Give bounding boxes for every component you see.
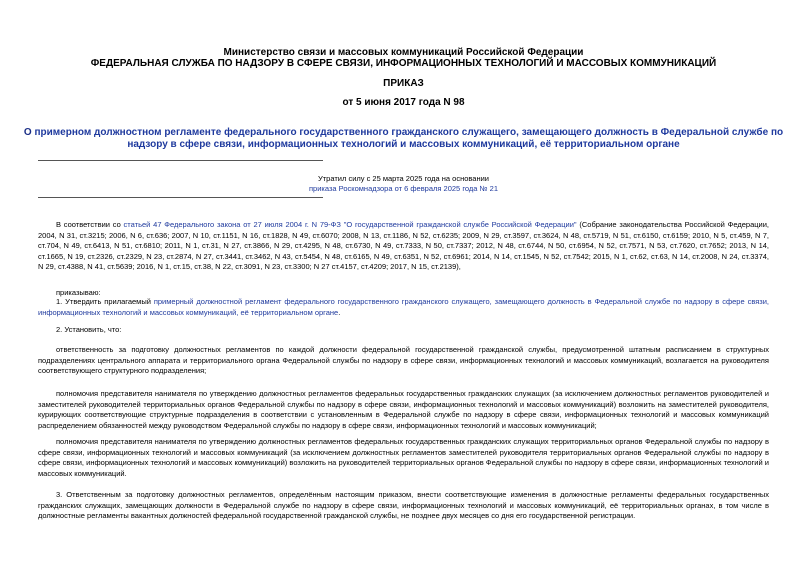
- divider-bottom: [38, 197, 323, 198]
- subject-link[interactable]: примерном должностном регламенте федерального государственного гражданского служащего, замещающего должность в Федеральной службе по надзору в сфере связи, информационных технологий и массовых коммуникаций, её территориальном органе: [34, 127, 784, 150]
- preamble-rest: (Собрание законодательства Российской Федерации, 2004, N 31, ст.3215; 2006, N 6, ст.636; 2007, N 10, ст.1151, N 16, ст.1828, N 49, ст.6070; 2008, N 13, ст.1186, N 52, ст.6235; 2009, N 29, ст.3597, ст.3624, N 48, ст.5719, N 51, ст.6150, ст.6159; 2010, N 5, ст.459, N 7, ст.704, N 49, ст.6413, N 51, ст.6810; 2011, N 1, ст.31, N 27, ст.3866, N 29, ст.4295, N 48, ст.6730, N 49, ст.7333, N 50, ст.7337; 2012, N 48, ст.6744, N 50, ст.6954, N 52, ст.7571, N 53, ст.7620, ст.7652; 2013, N 14, ст.1665, N 19, ст.2326, ст.2329, N 23, ст.2874, N 27, ст.3441, ст.3462, N 43, ст.5454, N 48, ст.6165, N 49, ст.6351, N 52, ст.6961; 2014, N 14, ст.1545, N 52, ст.7542; 2015, N 1, ст.62, ст.63, N 14, ст.2008, N 24, ст.3374, N 29, ст.4388, N 41, ст.5639; 2016, N 1, ст.15, ст.38, N 22, ст.3091, N 23, ст.3300; N 27 ст.4157, ст.4209; 2017, N 15, ст.2139),: [38, 220, 769, 271]
- doc-type-heading: ПРИКАЗ: [383, 78, 424, 89]
- paragraph-item-1: [38, 297, 769, 318]
- paragraph-preamble: [38, 220, 769, 273]
- lost-force-note: Утратил силу с 25 марта 2025 года на основании: [317, 174, 489, 183]
- law-link[interactable]: статьей 47 Федерального закона от 27 июля 2004 г. N 79-ФЗ "О государственной гражданской службе Российской Федерации": [123, 220, 577, 229]
- paragraph-responsibility: ответственность за подготовку должностных регламентов по каждой должности федеральной государственной гражданской службы, предусмотренной штатным расписанием в структурных подразделениях центрального аппарата и территориального органа Федеральной службы по надзору в сфере связи, информационных технологий и массовых коммуникаций, возлагается на руководителя соответствующего структурного подразделения;: [38, 345, 769, 375]
- regulation-link[interactable]: примерный должностной регламент федерального государственного гражданского служащего, замещающего должность в Федеральной службе по надзору в сфере связи, информационных технологий и массовых коммуникаций, её территориальном органе: [38, 297, 769, 317]
- ministry-heading: Министерство связи и массовых коммуникаций Российской Федерации: [223, 47, 584, 58]
- paragraph-order: приказываю:: [56, 288, 101, 297]
- paragraph-item-2: 2. Установить, что:: [56, 325, 122, 334]
- paragraph-powers-territorial: полномочия представителя нанимателя по утверждению должностных регламентов федеральных государственных гражданских служащих территориальных органов Федеральной службы по надзору в сфере связи, информационных технологий и массовых коммуникаций (за исключением должностных регламентов заместителей руководителя территориальных органов Федеральной службы по надзору в сфере связи, информационных технологий и массовых коммуникаций) возложить на руководителей территориальных органов Федеральной службы по надзору в сфере связи, информационных технологий и массовых коммуникаций.: [38, 437, 769, 478]
- lost-force-link[interactable]: приказа Роскомнадзора от 6 февраля 2025 года № 21: [309, 184, 498, 193]
- divider-top: [38, 160, 323, 161]
- preamble-prefix: В соответствии со: [56, 220, 124, 229]
- document-subject: [20, 127, 787, 151]
- item-1-suffix: .: [338, 307, 341, 317]
- service-heading: ФЕДЕРАЛЬНАЯ СЛУЖБА ПО НАДЗОРУ В СФЕРЕ СВЯЗИ, ИНФОРМАЦИОННЫХ ТЕХНОЛОГИЙ И МАССОВЫХ КОММУНИКАЦИЙ: [90, 58, 717, 69]
- subject-prefix: О: [23, 127, 35, 138]
- doc-date-number: от 5 июня 2017 года N 98: [342, 97, 465, 108]
- paragraph-item-3: 3. Ответственным за подготовку должностных регламентов, определённым настоящим приказом, внести соответствующие изменения в должностные регламенты федеральных государственных гражданских служащих, замещающих должности в Федеральной службе по надзору в сфере связи, информационных технологий и массовых коммуникаций, её территориальных органах, в том числе в должностные регламенты вакантных должностей федеральной государственной гражданской службы, не позднее двух месяцев со дня его государственной регистрации.: [38, 490, 769, 520]
- paragraph-powers-central: полномочия представителя нанимателя по утверждению должностных регламентов федеральных государственных гражданских служащих (за исключением должностных регламентов руководителей и заместителей руководителей территориальных органов Федеральной службы по надзору в сфере связи, информационных технологий и массовых коммуникаций) возложить на заместителей руководителя, курирующих соответствующие структурные подразделения в соответствии с установленным в Федеральной службе по надзору в сфере связи, информационных технологий и массовых коммуникаций распределением обязанностей между руководством Федеральной службы по надзору в сфере связи, информационных технологий и массовых коммуникаций;: [38, 389, 769, 430]
- item-1-prefix: 1. Утвердить прилагаемый: [56, 297, 154, 306]
